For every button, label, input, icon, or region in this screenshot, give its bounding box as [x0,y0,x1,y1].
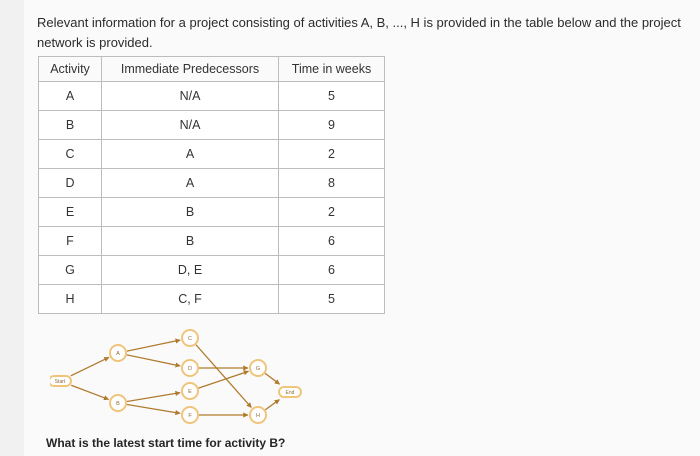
cell-activity: F [39,227,102,256]
cell-time: 6 [279,256,385,285]
table-row [39,285,385,314]
network-arrow [71,385,108,399]
network-arrow [265,373,279,384]
project-network-diagram [50,326,310,426]
cell-predecessors: B [102,198,279,227]
table-row [39,256,385,285]
network-arrow [127,393,180,402]
cell-predecessors: C, F [102,285,279,314]
table-row [39,140,385,169]
cell-time: 5 [279,82,385,111]
cell-time: 9 [279,111,385,140]
table-row [39,169,385,198]
cell-predecessors: A [102,169,279,198]
network-node-label: H [256,413,260,419]
network-node-label: A [116,351,120,357]
header-predecessors: Immediate Predecessors [102,57,279,82]
cell-activity: E [39,198,102,227]
cell-predecessors: N/A [102,111,279,140]
cell-activity: D [39,169,102,198]
cell-activity: C [39,140,102,169]
cell-time: 6 [279,227,385,256]
network-node-label: B [116,401,120,407]
network-node-label: End [285,390,295,396]
header-time: Time in weeks [279,57,385,82]
cell-time: 8 [279,169,385,198]
network-arrow [196,345,251,408]
cell-activity: A [39,82,102,111]
network-arrow [71,357,109,375]
cell-predecessors: B [102,227,279,256]
network-node-label: E [188,389,192,395]
network-node-label: D [188,366,192,372]
network-arrow [127,340,180,351]
cell-predecessors: D, E [102,256,279,285]
cell-activity: B [39,111,102,140]
network-arrow [199,371,249,388]
network-edges [71,340,280,415]
cell-activity: G [39,256,102,285]
cell-time: 2 [279,140,385,169]
cell-time: 5 [279,285,385,314]
network-node-label: F [188,413,192,419]
cell-time: 2 [279,198,385,227]
problem-intro: Relevant information for a project consisting of activities A, B, ..., H is provided in the table below and the project network is provided. [37,15,681,50]
network-arrow [127,355,180,366]
network-node-label: G [255,366,261,372]
table-row [39,227,385,256]
question-text: What is the latest start time for activity B? [46,436,286,450]
network-node-label: Start [54,379,66,385]
page [24,0,700,456]
table-row [39,111,385,140]
network-arrow [127,404,180,413]
cell-activity: H [39,285,102,314]
network-nodes [50,330,301,423]
activity-table [38,56,385,314]
header-activity: Activity [39,57,102,82]
network-node-label: C [188,336,192,342]
cell-predecessors: A [102,140,279,169]
table-header-row [39,57,385,82]
network-arrow [265,400,279,410]
table-row [39,198,385,227]
cell-predecessors: N/A [102,82,279,111]
table-row [39,82,385,111]
